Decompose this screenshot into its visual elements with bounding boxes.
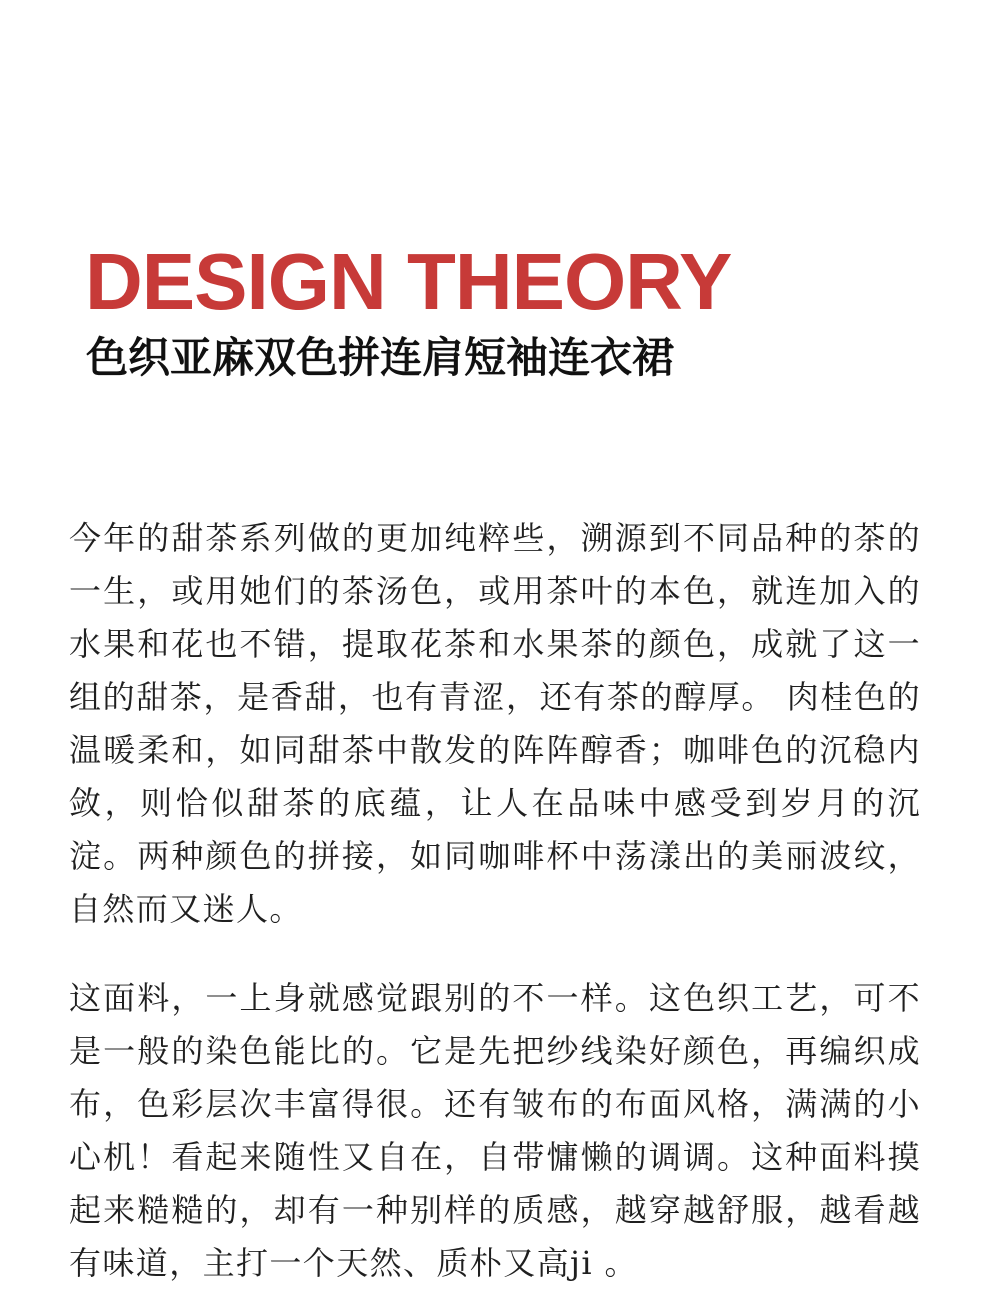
product-subtitle: 色织亚麻双色拼连肩短袖连衣裙 [86, 333, 675, 382]
description-paragraph-color: 今年的甜茶系列做的更加纯粹些，溯源到不同品种的茶的一生，或用她们的茶汤色，或用茶叶的本色，就连加入的水果和花也不错，提取花茶和水果茶的颜色，成就了这一组的甜茶，是香甜，也有青涩，还有茶的醇厚。 肉桂色的温暖柔和，如同甜茶中散发的阵阵醇香；咖啡色的沉稳内敛，则恰似甜茶的底蕴，让人在品味中感受到岁月的沉淀。两种颜色的拼接，如同咖啡杯中荡漾出的美丽波纹，自然而又迷人。 [69, 519, 921, 928]
description-paragraph-fabric: 这面料，一上身就感觉跟别的不一样。这色织工艺，可不是一般的染色能比的。它是先把纱线染好颜色，再编织成布，色彩层次丰富得很。还有皱布的布面风格，满满的小心机！看起来随性又自在，自带慵懒的调调。这种面料摸起来糙糙的，却有一种别样的质感，越穿越舒服，越看越有味道，主打一个天然、质朴又高ji 。 [69, 979, 921, 1282]
design-theory-title: DESIGN THEORY [85, 237, 732, 326]
